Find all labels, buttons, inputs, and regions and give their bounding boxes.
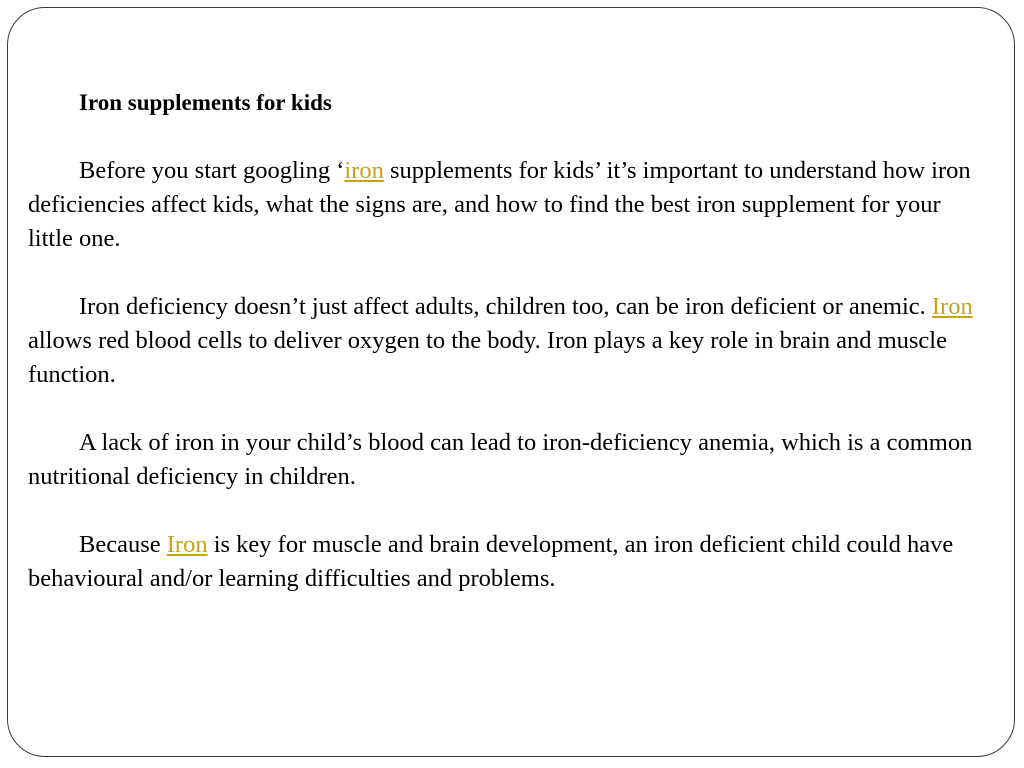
paragraph-intro (28, 154, 978, 256)
paragraph-deficiency (28, 290, 978, 392)
paragraph-intro-text-after: supplements for kids’ it’s important to understand how iron deficiencies affect kids, what the signs are, and how to find the best iron supplement for your little one. (28, 157, 971, 252)
paragraph-deficiency-text-before: Iron deficiency doesn’t just affect adults, children too, can be iron deficient or anemic. (79, 293, 932, 320)
paragraph-intro-text-before: Before you start googling ‘ (79, 157, 345, 184)
iron-link-1[interactable]: iron (344, 157, 384, 184)
iron-link-2[interactable]: Iron (931, 293, 973, 320)
slide-content (28, 86, 978, 630)
paragraph-anemia: A lack of iron in your child’s blood can lead to iron-deficiency anemia, which is a common nutritional deficiency in children. (28, 429, 973, 490)
paragraph-development (28, 528, 978, 596)
paragraph-deficiency-text-after: allows red blood cells to deliver oxygen to the body. Iron plays a key role in brain and muscle function. (28, 327, 947, 388)
paragraph-development-text-after: is key for muscle and brain development, an iron deficient child could have behavioural and/or learning difficulties and problems. (28, 531, 954, 592)
slide-heading: Iron supplements for kids (79, 90, 332, 115)
paragraph-development-text-before: Because (79, 531, 167, 558)
iron-link-3[interactable]: Iron (166, 531, 208, 558)
